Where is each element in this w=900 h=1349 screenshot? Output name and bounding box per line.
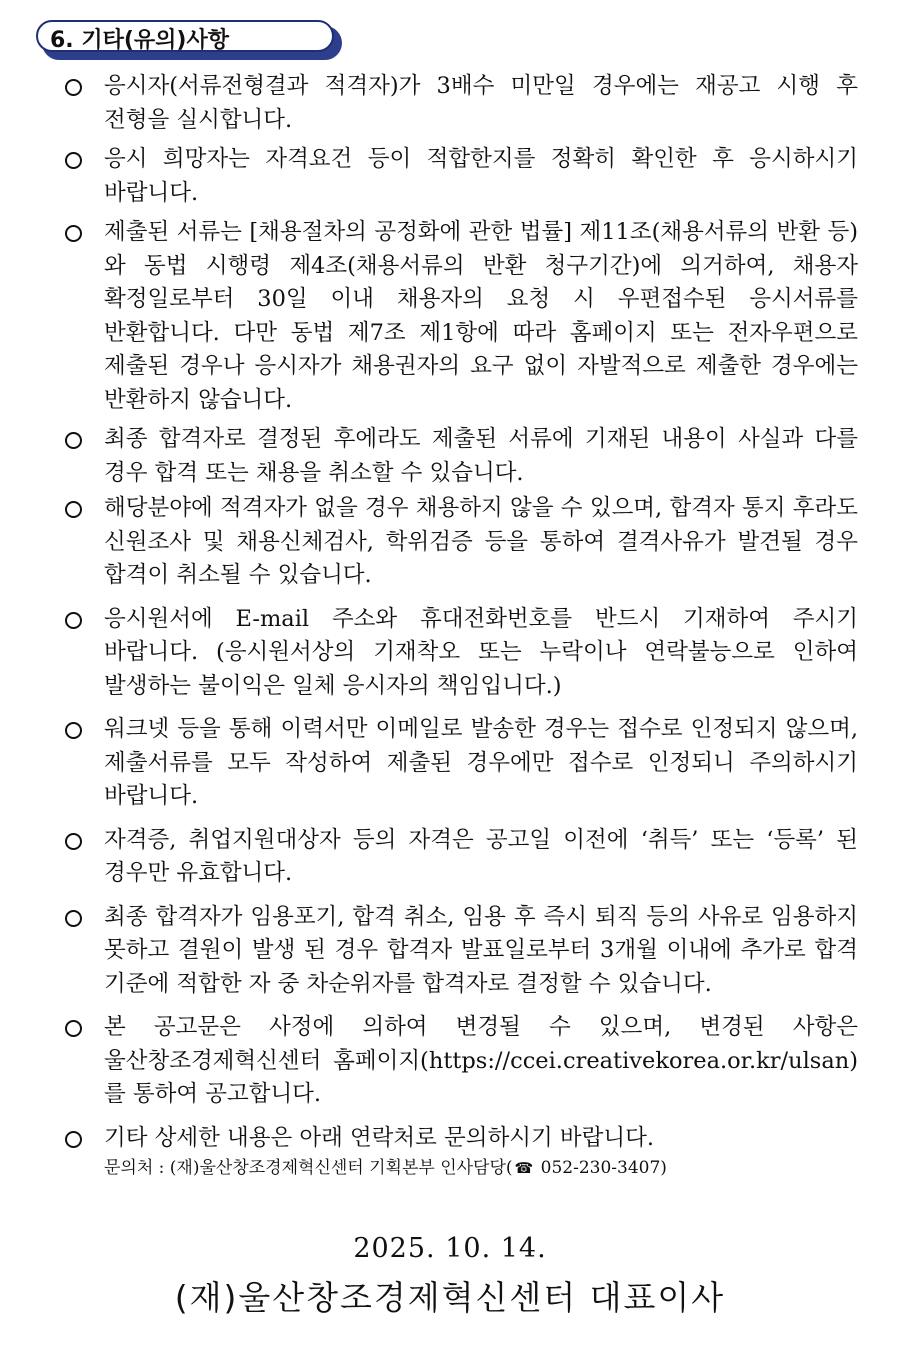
notice-item-text: 제출된 서류는 [채용절차의 공정화에 관한 법률] 제11조(채용서류의 반환 등)와 동법 시행령 제4조(채용서류의 반환 청구기간)에 의거하여, 채용자 확정일로부터 30일 이내 채용자의 요청 시 우편접수된 응시서류를 반환합니다. 다만 동법 제7조 제1항에 따라 홈페이지 또는 전자우편으로 제출된 경우나 응시자가 채용권자의 요구 없이 자발적으로 제출한 경우에는 반환하지 않습니다. (104, 219, 858, 413)
notice-item (62, 70, 858, 137)
contact-line (104, 1155, 858, 1181)
notice-date: 2025. 10. 14. (353, 1233, 547, 1264)
circle-bullet-icon (65, 79, 82, 96)
notice-item-text: 최종 합격자로 결정된 후에라도 제출된 서류에 기재된 내용이 사실과 다를 경우 합격 또는 채용을 취소할 수 있습니다. (104, 426, 858, 486)
section-title: 6. 기타(유의)사항 (50, 28, 229, 53)
circle-bullet-icon (65, 722, 82, 739)
circle-bullet-icon (65, 225, 82, 242)
circle-bullet-icon (65, 1020, 82, 1037)
notice-item (62, 216, 858, 417)
circle-bullet-icon (65, 910, 82, 927)
notice-item (62, 603, 858, 704)
circle-bullet-icon (65, 152, 82, 169)
circle-bullet-icon (65, 833, 82, 850)
circle-bullet-icon (65, 1131, 82, 1148)
contact-phone: 052-230-3407) (535, 1158, 667, 1178)
notice-item (62, 423, 858, 490)
phone-icon: ☎ (514, 1159, 534, 1177)
notice-item (62, 492, 858, 593)
section-header (36, 20, 338, 58)
notice-item (62, 901, 858, 1002)
notice-item-text: 워크넷 등을 통해 이력서만 이메일로 발송한 경우는 접수로 인정되지 않으며, 제출서류를 모두 작성하여 제출된 경우에만 접수로 인정되니 주의하시기 바랍니다. (104, 716, 858, 809)
notice-item-text: 자격증, 취업지원대상자 등의 자격은 공고일 이전에 ‘취득’ 또는 ‘등록’ 된 경우만 유효합니다. (104, 826, 858, 886)
notice-item-text: 본 공고문은 사정에 의하여 변경될 수 있으며, 변경된 사항은 울산창조경제혁신센터 홈페이지(https://ccei.creativekorea.or.kr/ulsan)를 통하여 공고합니다. (104, 1014, 858, 1107)
notice-item (62, 713, 858, 814)
notice-item-text: 응시 희망자는 자격요건 등이 적합한지를 정확히 확인한 후 응시하시기 바랍니다. (104, 146, 858, 206)
circle-bullet-icon (65, 432, 82, 449)
notice-item-text: 응시자(서류전형결과 적격자)가 3배수 미만일 경우에는 재공고 시행 후 전형을 실시합니다. (104, 73, 858, 133)
contact-prefix: 문의처 : (재)울산창조경제혁신센터 기획본부 인사담당( (104, 1158, 513, 1178)
notice-item-text: 해당분야에 적격자가 없을 경우 채용하지 않을 수 있으며, 합격자 통지 후라도 신원조사 및 채용신체검사, 학위검증 등을 통하여 결격사유가 발견될 경우 합격이 취소될 수 있습니다. (104, 495, 858, 588)
notice-item-text: 응시원서에 E-mail 주소와 휴대전화번호를 반드시 기재하여 주시기 바랍니다. (응시원서상의 기재착오 또는 누락이나 연락불능으로 인하여 발생하는 불이익은 일체 응시자의 책임입니다.) (104, 605, 858, 699)
circle-bullet-icon (65, 612, 82, 629)
signer-name: (재)울산창조경제혁신센터 대표이사 (174, 1278, 726, 1317)
notice-list (62, 70, 858, 1187)
notice-item (62, 824, 858, 891)
circle-bullet-icon (65, 501, 82, 518)
notice-item (62, 1011, 858, 1112)
notice-item-text: 기타 상세한 내용은 아래 연락처로 문의하시기 바랍니다. (104, 1124, 654, 1151)
notice-item-text: 최종 합격자가 임용포기, 합격 취소, 임용 후 즉시 퇴직 등의 사유로 임용하지 못하고 결원이 발생 된 경우 합격자 발표일로부터 3개월 이내에 추가로 합격 기준에 적합한 자 중 차순위자를 합격자로 결정할 수 있습니다. (104, 903, 858, 997)
notice-item (62, 143, 858, 210)
notice-item (62, 1122, 858, 1182)
